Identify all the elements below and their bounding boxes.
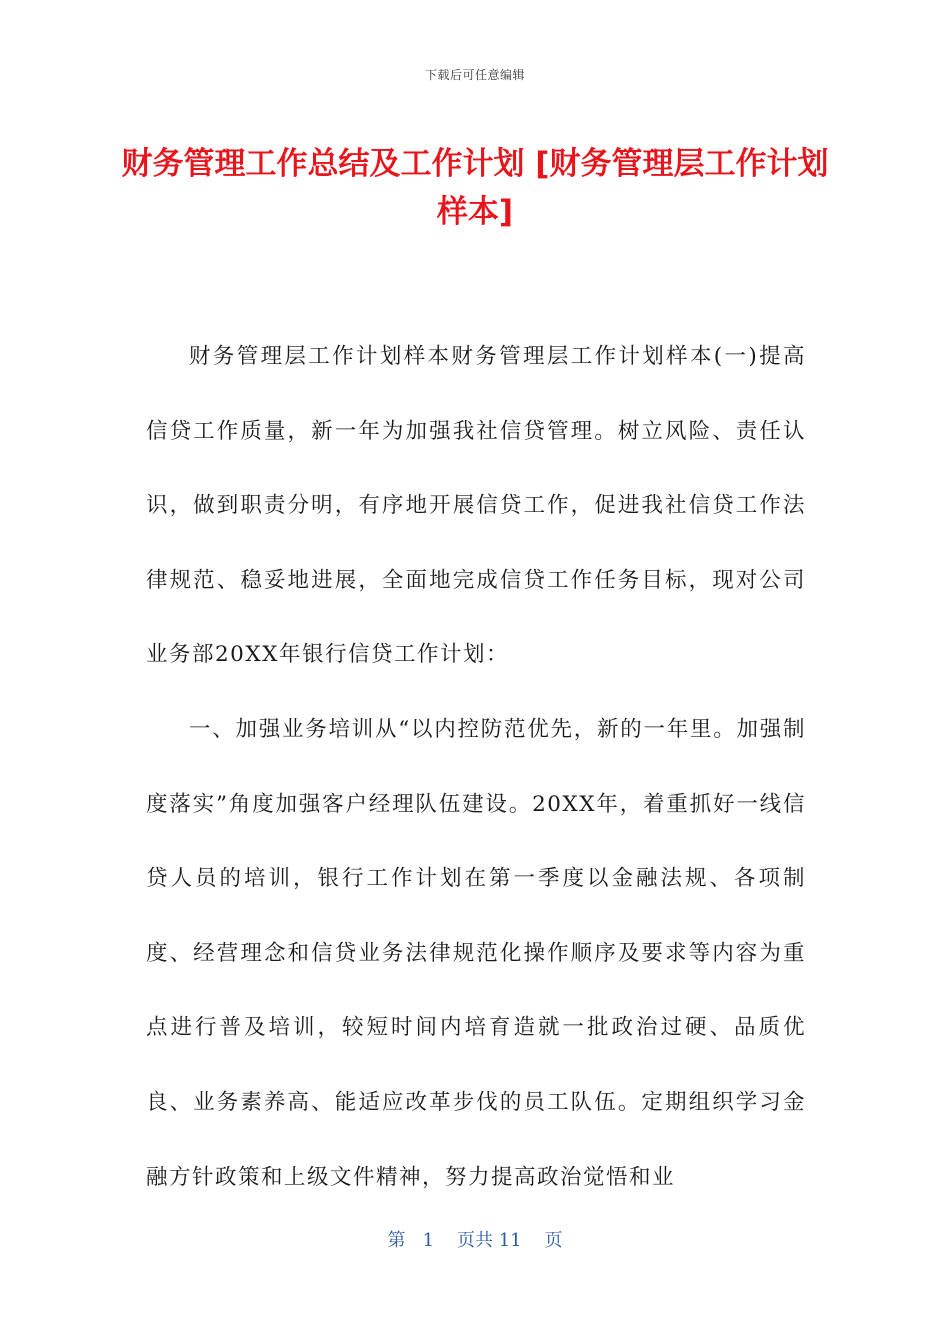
footer-middle: 页共 bbox=[456, 1230, 493, 1251]
document-body bbox=[146, 320, 806, 1215]
footer-total-pages: 11 bbox=[498, 1230, 522, 1251]
page-header: 下载后可任意编辑 bbox=[424, 68, 525, 82]
body-paragraph: 财务管理层工作计划样本财务管理层工作计划样本(一)提高信贷工作质量，新一年为加强我社信贷管理。树立风险、责任认识，做到职责分明，有序地开展信贷工作，促进我社信贷工作法律规范、稳妥地进展，全面地完成信贷工作任务目标，现对公司业务部20XX年银行信贷工作计划： bbox=[146, 344, 806, 668]
body-paragraph: 一、加强业务培训从“以内控防范优先，新的一年里。加强制度落实”角度加强客户经理队伍建设。20XX年，着重抓好一线信贷人员的培训，银行工作计划在第一季度以金融法规、各项制度、经营理念和信贷业务法律规范化操作顺序及要求等内容为重点进行普及培训，较短时间内培育造就一批政治过硬、品质优良、业务素养高、能适应改革步伐的员工队伍。定期组织学习金融方针政策和上级文件精神，努力提高政治觉悟和业 bbox=[146, 716, 806, 1190]
document-title: 财务管理工作总结及工作计划 [财务管理层工作计划样本] bbox=[121, 146, 829, 230]
page-footer bbox=[0, 1226, 950, 1252]
footer-suffix: 页 bbox=[544, 1230, 563, 1251]
footer-prefix: 第 bbox=[387, 1230, 406, 1251]
footer-current-page: 1 bbox=[422, 1230, 435, 1251]
